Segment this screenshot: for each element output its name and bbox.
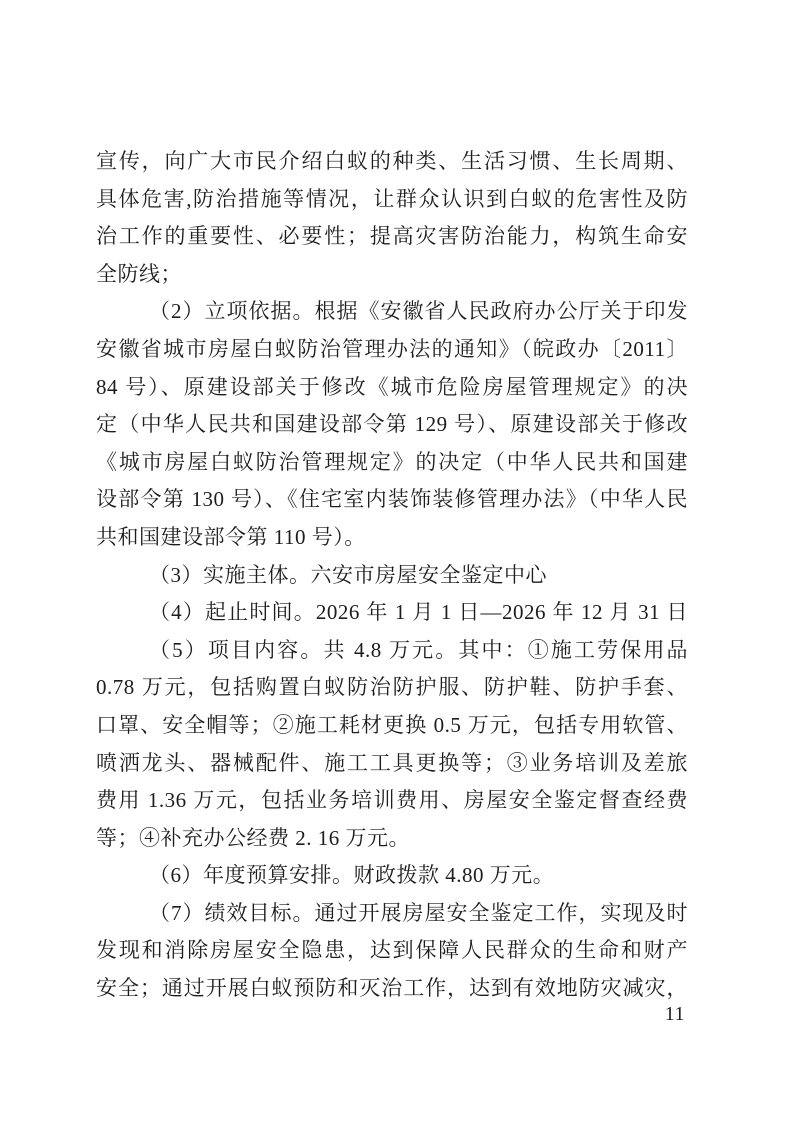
document-line: 安徽省城市房屋白蚁防治管理办法的通知》（皖政办〔2011〕 bbox=[96, 336, 688, 361]
document-line: 发现和消除房屋安全隐患，达到保障人民群众的生命和财产 bbox=[96, 938, 688, 963]
document-line: 《城市房屋白蚁防治管理规定》的决定（中华人民共和国建 bbox=[96, 449, 688, 474]
document-body bbox=[96, 143, 688, 1008]
document-line: （5）项目内容。共 4.8 万元。其中：①施工劳保用品 bbox=[149, 637, 688, 662]
document-line: 设部令第 130 号）、《住宅室内装饰装修管理办法》（中华人民 bbox=[96, 487, 688, 512]
document-line: （3）实施主体。六安市房屋安全鉴定中心 bbox=[149, 562, 547, 587]
document-line: 口罩、安全帽等；②施工耗材更换 0.5 万元，包括专用软管、 bbox=[96, 712, 688, 737]
document-line: （6）年度预算安排。财政拨款 4.80 万元。 bbox=[149, 863, 555, 888]
document-line: 治工作的重要性、必要性；提高灾害防治能力，构筑生命安 bbox=[96, 224, 688, 249]
document-line: （2）立项依据。根据《安徽省人民政府办公厅关于印发 bbox=[149, 299, 688, 324]
document-line: 0.78 万元，包括购置白蚁防治防护服、防护鞋、防护手套、 bbox=[96, 675, 688, 700]
document-line: 84 号）、原建设部关于修改《城市危险房屋管理规定》的决 bbox=[96, 374, 688, 399]
page-number: 11 bbox=[664, 1003, 685, 1025]
document-line: 等；④补充办公经费 2. 16 万元。 bbox=[96, 825, 410, 850]
document-line: 费用 1.36 万元，包括业务培训费用、房屋安全鉴定督查经费 bbox=[96, 788, 688, 813]
document-line: 宣传，向广大市民介绍白蚁的种类、生活习惯、生长周期、 bbox=[96, 149, 688, 173]
document-line: 全防线； bbox=[96, 261, 182, 286]
document-line: 共和国建设部令第 110 号）。 bbox=[96, 524, 366, 549]
document-line: 定（中华人民共和国建设部令第 129 号）、原建设部关于修改 bbox=[96, 412, 688, 437]
document-line: 安全；通过开展白蚁预防和灭治工作，达到有效地防灾减灾， bbox=[96, 976, 688, 1001]
document-line: （4）起止时间。2026 年 1 月 1 日—2026 年 12 月 31 日 bbox=[149, 600, 688, 625]
document-line: 具体危害,防治措施等情况，让群众认识到白蚁的危害性及防 bbox=[96, 186, 688, 211]
document-line: （7）绩效目标。通过开展房屋安全鉴定工作，实现及时 bbox=[149, 900, 688, 925]
document-line: 喷洒龙头、器械配件、施工工具更换等；③业务培训及差旅 bbox=[96, 750, 688, 775]
